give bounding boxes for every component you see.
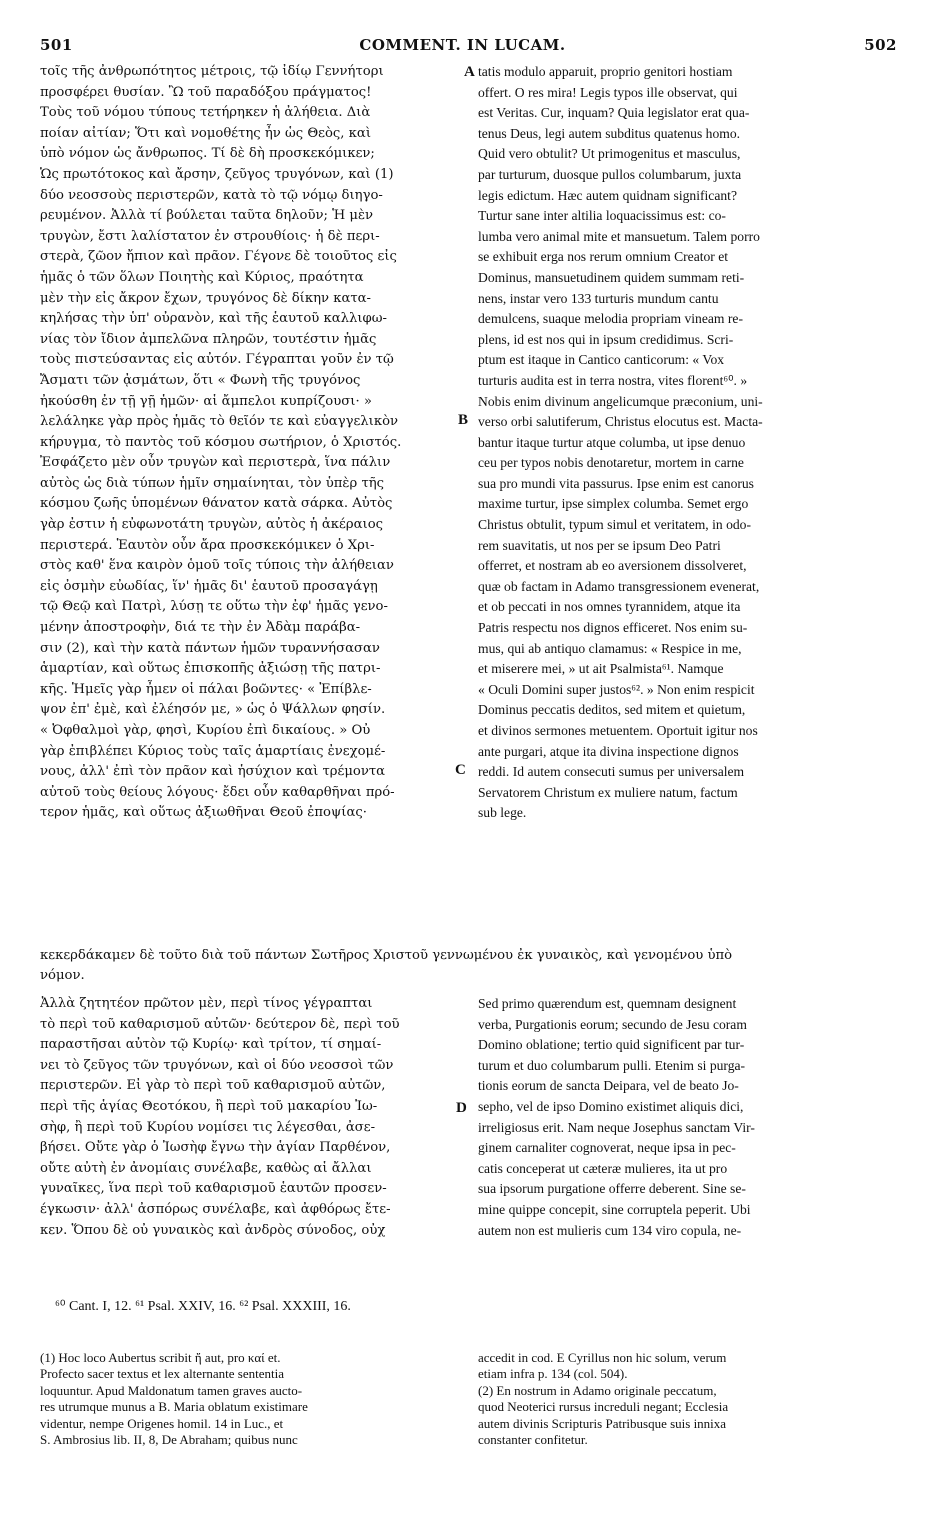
greek-text-line: τοὺς πιστεύσαντας εἰς αὐτόν. Γέγραπται γοῦν ἐν τῷ bbox=[40, 352, 394, 368]
latin-text-line: nens, instar vero 133 turturis mundum cantu bbox=[478, 290, 719, 306]
latin-text-line: verso orbi salutiferum, Christus elocutus est. Macta- bbox=[478, 414, 763, 430]
greek-text-line: γὰρ ἐπιβλέπει Κύριος τοὺς ταῖς ἁμαρτίαις ἐνεχομέ- bbox=[40, 743, 386, 759]
latin-text-line: sua pro mundi vita passurus. Ipse enim est canorus bbox=[478, 475, 754, 491]
latin-text-line: Quid vero obtulit? Ut primogenitus et masculus, bbox=[478, 146, 741, 162]
greek-text-line: ἠκούσθη ἐν τῇ γῇ ἡμῶν· αἱ ἄμπελοι κυπρίζουσι· » bbox=[40, 393, 372, 409]
greek-text-line: κήρυγμα, τὸ παντὸς τοῦ κόσμου σωτήριον, ὁ Χριστός. bbox=[40, 434, 402, 450]
editor-notes-right bbox=[478, 1350, 890, 1448]
latin-text-line: quæ ob factam in Adamo transgressionem evenerat, bbox=[478, 578, 760, 594]
note-text-line: autem divinis Scripturis Patribusque suis innixa bbox=[478, 1415, 727, 1431]
latin-text-line: ceu per typos nobis denotaretur, mortem in carne bbox=[478, 455, 744, 471]
greek-text-line: αὐτοῦ τοὺς θείους λόγους· ἔδει οὖν καθαρθῆναι πρό- bbox=[40, 784, 395, 800]
latin-text-line: Domino oblatione; tertio quid significent par tur- bbox=[478, 1037, 745, 1053]
greek-text-line: τοῖς τῆς ἀνθρωπότητος μέτροις, τῷ ἰδίῳ Γεννήτορι bbox=[40, 64, 384, 79]
latin-text-line: verba, Purgationis eorum; secundo de Jesu coram bbox=[478, 1016, 747, 1032]
note-text-line: res utrumque munus a B. Maria oblatum existimare bbox=[40, 1399, 308, 1415]
latin-text-line: bantur itaque turtur atque columba, ut ipse denuo bbox=[478, 434, 746, 450]
greek-text-line: ἡμᾶς ὁ τῶν ὅλων Ποιητὴς καὶ Κύριος, πραότητα bbox=[40, 269, 364, 285]
latin-text-line: sub lege. bbox=[478, 805, 527, 821]
greek-text-line: « Ὀφθαλμοὶ γὰρ, φησὶ, Κυρίου ἐπὶ δικαίους. » Οὐ bbox=[40, 723, 371, 738]
greek-text-line: λελάληκε γὰρ πρὸς ἡμᾶς τὸ θεῖόν τε καὶ εὐαγγελικὸν bbox=[40, 414, 399, 430]
greek-text-line: νους, ἀλλ' ἐπὶ τὸν πρᾶον καὶ ἡσύχιον καὶ τρέμοντα bbox=[40, 764, 386, 780]
greek-text-line: περὶ τῆς ἁγίας Θεοτόκου, ἢ περὶ τοῦ μακαρίου Ἰω- bbox=[40, 1098, 378, 1114]
latin-text-line: catis conceperat ut cæteræ mulieres, ita ut pro bbox=[478, 1160, 728, 1176]
latin-text-line: demulcens, suaque melodia propriam vineam re- bbox=[478, 311, 743, 327]
greek-text-line: έγκωσιν· ἀλλ' ἀσπόρως συνέλαβε, καὶ ἀφθόρως ἔτε- bbox=[40, 1201, 391, 1217]
latin-text-line: Dominus, mansuetudinem quidem summam reti- bbox=[478, 269, 745, 285]
latin-text-line: tionis eorum de sancta Deipara, vel de beato Jo- bbox=[478, 1078, 739, 1094]
greek-text-line: στερὰ, ζῶον ἤπιον καὶ πρᾶον. Γέγονε δὲ τοιοῦτος εἰς bbox=[40, 249, 397, 265]
latin-text-line: Turtur sane inter altilia loquacissimus est: co- bbox=[478, 208, 726, 224]
page-number-right: 502 bbox=[864, 36, 897, 54]
editor-notes-left bbox=[40, 1350, 472, 1448]
note-text-line: constanter confitetur. bbox=[478, 1431, 588, 1447]
greek-text-line: κεν. Ὅπου δὲ οὐ γυναικὸς καὶ ἀνδρὸς σύνοδος, οὐχ bbox=[40, 1222, 386, 1238]
scripture-footnote-refs: ⁶⁰ Cant. I, 12. ⁶¹ Psal. XXIV, 16. ⁶² Psal. XXXIII, 16. bbox=[55, 1299, 351, 1314]
greek-text-line: νίας τὸν ἴδιον ἀμπελῶνα πληρῶν, τουτέστιν ἡμᾶς bbox=[40, 331, 377, 347]
latin-text-line: et miserere mei, » ut ait Psalmista⁶¹. Namque bbox=[478, 661, 724, 677]
note-text-line: videntur, nempe Origenes homil. 14 in Luc., et bbox=[40, 1415, 284, 1431]
greek-text-line: τρυγὼν, ἔστι λαλίστατον ἐν στρουθίοις· ἡ δὲ περι- bbox=[40, 228, 380, 244]
latin-text-line: se exhibuit erga nos rerum omnium Creator et bbox=[478, 249, 729, 265]
greek-text-line: κόσμου ζωῆς ὑπομένων θάνατον κατὰ σάρκα. Αὐτὸς bbox=[40, 496, 393, 512]
latin-text-line: Christus obtulit, typum simul et veritatem, in odo- bbox=[478, 517, 751, 533]
latin-text-line: mine quippe concepit, sine corruptela peperit. Ubi bbox=[478, 1201, 751, 1217]
greek-text-line: εἰς ὀσμὴν εὐωδίας, ἵν' ἡμᾶς δι' ἑαυτοῦ προσαγάγῃ bbox=[40, 578, 378, 594]
latin-text-line: sua ipsorum purgatione offerre deberent. Sine se- bbox=[478, 1181, 746, 1197]
latin-text-line: et divinos sermones metuentem. Oportuit igitur nos bbox=[478, 723, 758, 738]
greek-text-line: Ὡς πρωτότοκος καὶ ἄρσην, ζεῦγος τρυγόνων, καὶ (1) bbox=[40, 166, 394, 182]
latin-text-line: reddi. Id autem consecuti sumus per universalem bbox=[478, 764, 745, 780]
latin-text-line: sepho, vel de ipso Domino existimet aliquis dici, bbox=[478, 1098, 744, 1114]
page-number-left: 501 bbox=[40, 36, 73, 54]
margin-marker-a: A bbox=[464, 64, 475, 80]
greek-text-line: Ἐσφάζετο μὲν οὖν τρυγὼν καὶ περιστερὰ, ἵνα πάλιν bbox=[40, 455, 391, 471]
latin-text-line: turum et duo columbarum pulli. Etenim si purga- bbox=[478, 1057, 746, 1073]
latin-text-line: ptum est itaque in Cantico canticorum: « Vox bbox=[478, 352, 725, 368]
note-text-line: Profecto sacer textus et lex alternante sententia bbox=[40, 1366, 285, 1382]
latin-column-lower bbox=[478, 994, 890, 1241]
latin-text-line: maxime turtur, ipse simplex columba. Semet ergo bbox=[478, 496, 749, 512]
latin-text-line: par turturum, duosque pullos columbarum, juxta bbox=[478, 166, 742, 182]
greek-text-line: γυναῖκες, ἵνα περὶ τοῦ καθαρισμοῦ ἑαυτῶν προσεν- bbox=[40, 1181, 387, 1197]
latin-text-line: rem suavitatis, ut nos per se ipsum Deo Patri bbox=[478, 537, 721, 553]
greek-text-line: προσφέρει θυσίαν. Ὢ τοῦ παραδόξου πράγματος! bbox=[40, 84, 372, 100]
greek-text-line: περιστερῶν. Εἰ γὰρ τὸ περὶ τοῦ καθαρισμοῦ αὐτῶν, bbox=[40, 1078, 386, 1094]
greek-text-line: νει τὸ ζεῦγος τῶν τρυγόνων, καὶ οἱ δύο νεοσσοὶ τῶν bbox=[40, 1057, 394, 1073]
margin-marker-b: B bbox=[458, 412, 469, 428]
latin-text-line: irreligiosus erit. Nam neque Josephus sanctam Vir- bbox=[478, 1119, 755, 1135]
greek-text-line: ποίαν αἰτίαν; Ὅτι καὶ νομοθέτης ἦν ὡς Θεὸς, καὶ bbox=[40, 125, 371, 141]
latin-text-line: « Oculi Domini super justos⁶². » Non enim respicit bbox=[478, 681, 755, 697]
greek-text-line: κῆς. Ἡμεῖς γὰρ ἦμεν οἱ πάλαι βοῶντες· « Ἐπίβλε- bbox=[40, 681, 372, 697]
note-text-line: accedit in cod. E Cyrillus non hic solum, verum bbox=[478, 1350, 727, 1365]
greek-text-line: οὔτε αὐτὴ ἐν ἀνομίαις συνέλαβε, καθὼς αἱ ἄλλαι bbox=[40, 1160, 372, 1176]
latin-text-line: turturis audita est in terra nostra, vites florent⁶⁰. » bbox=[478, 372, 748, 388]
greek-text-line: σὴφ, ἢ περὶ τοῦ Κυρίου νομίσει τις λέγεσθαι, ἀσε- bbox=[40, 1119, 376, 1135]
greek-text-line: μένην ἀποστροφὴν, διά τε τὴν ἐν Ἀδὰμ παράβα- bbox=[40, 620, 361, 636]
greek-text-line: αὐτὸς ὡς διὰ τύπων ἡμῖν σημαίνηται, τὸν ὑπὲρ τῆς bbox=[40, 475, 385, 491]
greek-text-line: βήσει. Οὔτε γὰρ ὁ Ἰωσὴφ ἔγνω τὴν ἁγίαν Παρθένον, bbox=[40, 1140, 391, 1156]
greek-text-line: περιστερά. Ἑαυτὸν οὖν ἄρα προσκεκόμικεν ὁ Χρι- bbox=[40, 537, 375, 553]
greek-text-line: σιν (2), καὶ τὴν κατὰ πάντων ἡμῶν τυραννήσασαν bbox=[40, 640, 380, 656]
latin-text-line: offert. O res mira! Legis typos ille observat, qui bbox=[478, 84, 738, 100]
latin-text-line: est Veritas. Cur, inquam? Quia legislator erat qua- bbox=[478, 105, 750, 121]
latin-text-line: autem non est mulieris cum 134 viro copula, ne- bbox=[478, 1222, 742, 1238]
latin-text-line: offerret, et nostram ab eo aversionem dissolveret, bbox=[478, 558, 747, 574]
latin-text-line: et ob peccati in nos omnes tyrannidem, atque ita bbox=[478, 599, 741, 615]
latin-text-line: Patris respectu nos dignos efficeret. Nos enim su- bbox=[478, 620, 748, 636]
greek-text-line: ρευμένον. Ἀλλὰ τί βούλεται ταῦτα δηλοῦν; Ἡ μὲν bbox=[40, 208, 374, 224]
margin-marker-c: C bbox=[455, 762, 466, 778]
latin-text-line: Sed primo quærendum est, quemnam designent bbox=[478, 996, 737, 1011]
greek-column-lower bbox=[40, 994, 472, 1241]
greek-text-line: Ἄσματι τῶν ᾀσμάτων, ὅτι « Φωνὴ τῆς τρυγόνος bbox=[40, 372, 361, 388]
note-text-line: (1) Hoc loco Aubertus scribit ἤ aut, pro καί et. bbox=[40, 1350, 281, 1365]
greek-text-line: ψον ἐπ' ἐμὲ, καὶ ἐλέησόν με, » ὡς ὁ Ψάλλων φησίν. bbox=[40, 702, 386, 718]
latin-text-line: tenus Deus, legi autem subditus quatenus homo. bbox=[478, 125, 741, 141]
latin-text-line: Nobis enim divinum angelicumque præconium, uni- bbox=[478, 393, 763, 409]
greek-text-line: ἁμαρτίαν, καὶ οὕτως ἐπισκοπῆς ἀξιώσῃ τῆς πατρι- bbox=[40, 661, 381, 677]
greek-text-line: Ἀλλὰ ζητητέον πρῶτον μὲν, περὶ τίνος γέγραπται bbox=[40, 996, 373, 1011]
latin-text-line: legis edictum. Hæc autem quidnam significant? bbox=[478, 187, 737, 203]
latin-text-line: Dominus peccatis deditos, sed mitem et quietum, bbox=[478, 702, 746, 718]
greek-text-line: παραστῆσαι αὐτὸν τῷ Κυρίῳ· καὶ τρίτον, τί σημαί- bbox=[40, 1037, 382, 1053]
latin-text-line: ante purgari, atque ita divina inspectione dignos bbox=[478, 743, 739, 759]
latin-text-line: plens, id est nos qui in ipsum credidimus. Scri- bbox=[478, 331, 734, 347]
spanning-text-line-end: νόμον. bbox=[40, 968, 85, 983]
greek-text-line: ὑπὸ νόμον ὡς ἄνθρωπος. Τί δὲ δὴ προσκεκόμικεν; bbox=[40, 146, 375, 162]
latin-text-line: ginem carnaliter cognoverat, neque ipsa in pec- bbox=[478, 1140, 736, 1156]
running-title: COMMENT. IN LUCAM. bbox=[359, 36, 566, 54]
note-text-line: etiam infra p. 134 (col. 504). bbox=[478, 1366, 628, 1382]
note-text-line: quod Neoterici rursus increduli negant; Ecclesia bbox=[478, 1399, 729, 1415]
greek-text-line: τὸ περὶ τοῦ καθαρισμοῦ αὐτῶν· δεύτερον δὲ, περὶ τοῦ bbox=[40, 1016, 400, 1032]
note-text-line: S. Ambrosius lib. II, 8, De Abraham; quibus nunc bbox=[40, 1431, 298, 1447]
note-text-line: loquuntur. Apud Maldonatum tamen graves aucto- bbox=[40, 1382, 303, 1398]
note-text-line: (2) En nostrum in Adamo originale peccatum, bbox=[478, 1382, 717, 1398]
greek-text-line: στὸς καθ' ἕνα καιρὸν ὁμοῦ τοῖς τύποις τὴν ἀλήθειαν bbox=[40, 558, 394, 574]
greek-text-line: μὲν τὴν εἰς ἄκρον ἔχων, τρυγόνος δὲ δίκην κατα- bbox=[40, 290, 372, 306]
greek-text-line: κηλήσας τὴν ὑπ' οὐρανὸν, καὶ τῆς ἑαυτοῦ καλλιφω- bbox=[40, 311, 387, 327]
greek-column-upper bbox=[40, 62, 472, 824]
greek-text-line: δύο νεοσσοὺς περιστερῶν, κατὰ τὸ τῷ νόμῳ διηγο- bbox=[40, 187, 383, 203]
latin-text-line: Servatorem Christum ex muliere natum, factum bbox=[478, 784, 738, 800]
latin-column-upper bbox=[478, 62, 890, 824]
spanning-text-line: κεκερδάκαμεν δὲ τοῦτο διὰ τοῦ πάντων Σωτῆρος Χριστοῦ γεννωμένου ἐκ γυναικὸς, καὶ γενομένου ὑπὸ bbox=[40, 948, 733, 963]
latin-text-line: lumba vero animal mite et mansuetum. Talem porro bbox=[478, 228, 760, 244]
greek-text-line: τῷ Θεῷ καὶ Πατρὶ, λύσῃ τε οὕτω τὴν ἐφ' ἡμᾶς γενο- bbox=[40, 599, 388, 615]
latin-text-line: tatis modulo apparuit, proprio genitori hostiam bbox=[478, 64, 733, 79]
latin-text-line: mus, qui ab antiquo clamamus: « Respice in me, bbox=[478, 640, 742, 656]
greek-text-line: γὰρ ἐστιν ἡ εὐφωνοτάτη τρυγὼν, αὐτὸς ἡ ἀκέραιος bbox=[40, 517, 384, 533]
greek-text-line: τερον ἡμᾶς, καὶ οὕτως ἀξιωθῆναι Θεοῦ ἐποψίας· bbox=[40, 805, 367, 821]
greek-text-line: Τοὺς τοῦ νόμου τύπους τετήρηκεν ἡ ἀλήθεια. Διὰ bbox=[40, 105, 371, 121]
margin-marker-d: D bbox=[456, 1100, 467, 1116]
